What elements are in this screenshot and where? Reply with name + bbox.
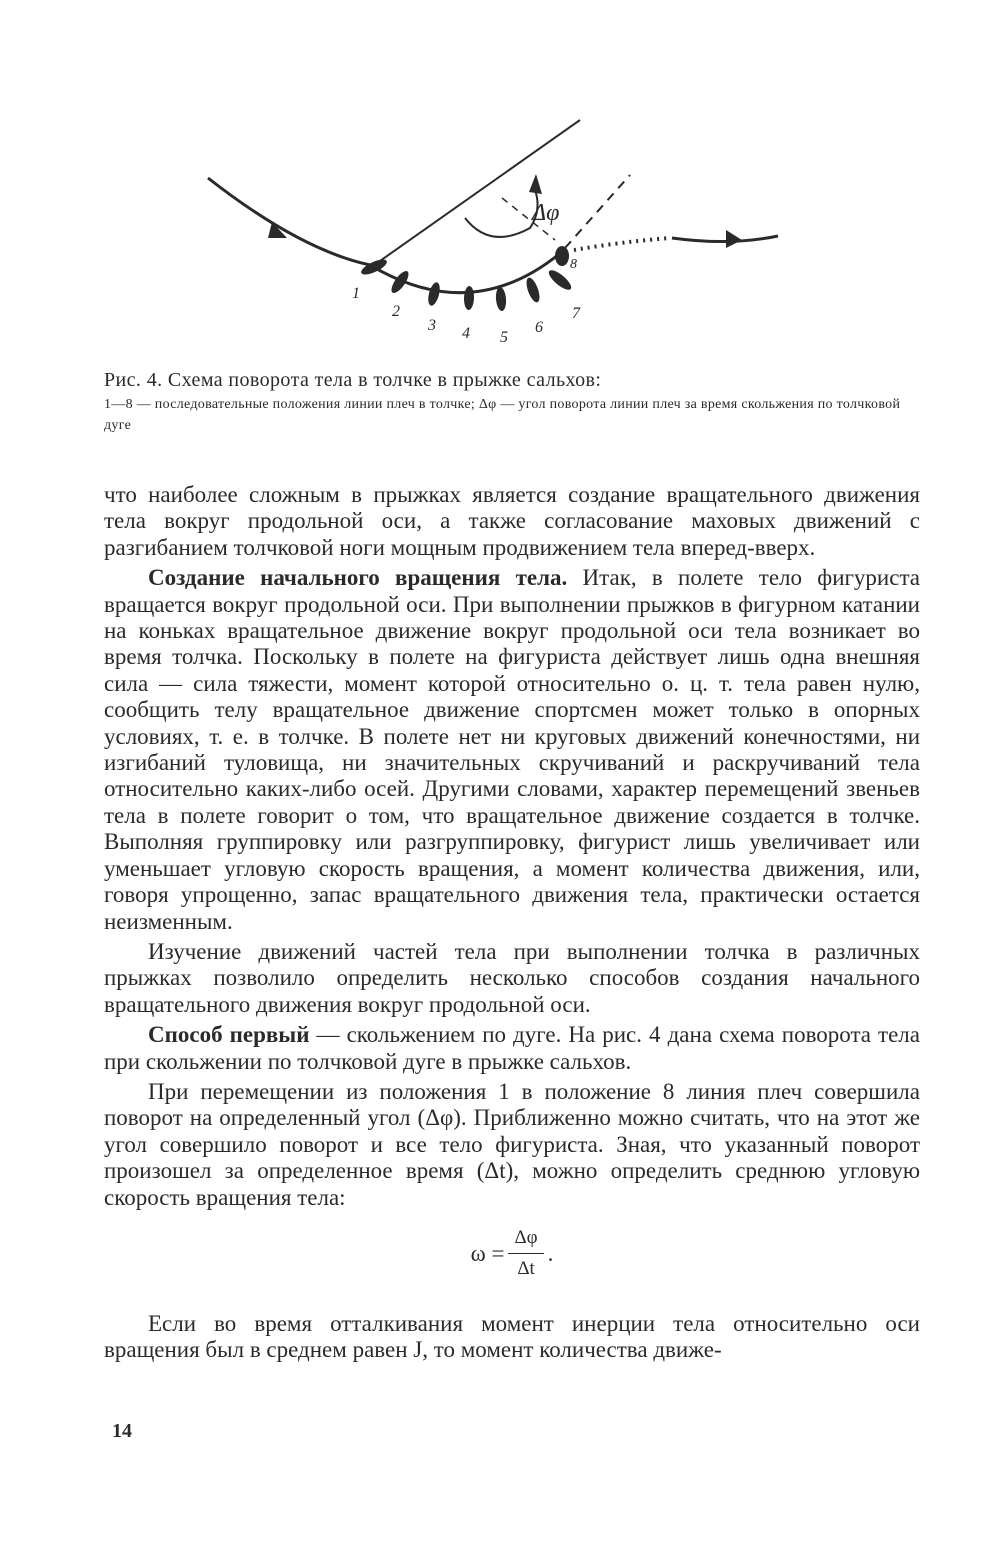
position-label-8: 8 [570,257,577,272]
shoulder-marker-4 [464,286,475,310]
shoulder-marker-5 [495,287,507,312]
shoulder-markers [359,246,574,311]
angle-arrowhead [529,174,542,194]
caption-title: Рис. 4. Схема поворота тела в толчке в прыжке сальхов: [104,369,602,391]
paragraph-first-method [104,1022,920,1075]
angle-label: Δφ [532,200,560,226]
position-label-3: 3 [428,317,436,334]
shoulder-marker-8 [555,246,569,266]
outgoing-trajectory [672,236,778,242]
paragraph-angular-velocity: При перемещении из положения 1 в положение 8 линия плеч совершила поворот на определенный угол (Δφ). Приближенно можно считать, что на этот же угол совершило поворот и все тело фигуриста. Зная, что указанный поворот произошел за определенное время (Δt), можно определить среднюю угловую скорость вращения тела: [104,1078,920,1210]
outgoing-arrow [726,230,742,248]
paragraph-first-method-text: — скольжением по дуге. На рис. 4 дана схема поворота тела при скольжении по толчковой дуге в прыжке сальхов. [104,1022,920,1074]
position-label-5: 5 [500,329,508,346]
flight-dotted-path [574,238,670,250]
shoulder-line-position-8 [565,175,630,248]
position-label-2: 2 [392,303,400,320]
formula-end: . [547,1240,554,1266]
formula-lhs: ω = [470,1240,505,1266]
page-number: 14 [112,1420,132,1442]
paragraph-methods: Изучение движений частей тела при выполнении толчка в различных прыжках позволило определить несколько способов создания начального вращательного движения вокруг продольной оси. [104,938,920,1017]
caption-legend: 1—8 — последовательные положения линии плеч в толчке; Δφ — угол поворота линии плеч за время скольжения по толчковой дуге [104,397,901,433]
section-heading-first-method: Способ первый [148,1022,310,1048]
rotation-diagram [190,110,810,360]
formula-fraction [508,1225,543,1283]
body-text [104,482,920,1368]
paragraph-continued: что наиболее сложным в прыжках является создание вращательного движения тела вокруг продольной оси, а также согласование маховых движений с разгибанием толчковой ноги мощным продвижением тела вперед-вверх. [104,482,920,560]
paragraph-initial-rotation-text: Итак, в полете тело фигуриста вращается вокруг продольной оси. При выполнении прыжков в фигурном катании на коньках вращательное движение вокруг продольной оси тела возникает во время толчка. Поскольку в полете на фигуриста действует лишь одна внешняя сила — сила тяжести, момент которой относительно о. ц. т. тела равен нулю, сообщить телу вращательное движение спортсмен может только в опорных условиях, т. е. в толчке. В полете нет ни круговых движений конечностями, ни изгибаний туловища, ни значительных скручиваний и раскручиваний тела относительно каких-либо осей. Другими словами, характер перемещений звеньев тела в полете говорит о том, что вращательное движение создается в толчке. Выполняя группировку или разгруппировку, фигурист лишь увеличивает или уменьшает угловую скорость вращения, а момент количества движения, или, говоря упрощенно, запас вращательного движения тела, практически остается неизменным. [104,565,920,934]
paragraph-moment-of-inertia: Если во время отталкивания момент инерции тела относительно оси вращения был в среднем равен J, то момент количества движе- [104,1310,920,1363]
angle-arc [465,190,538,237]
formula-angular-velocity [104,1225,920,1283]
section-heading-initial-rotation: Создание начального вращения тела. [148,565,568,591]
position-label-4: 4 [462,325,470,342]
formula-numerator: Δφ [508,1225,543,1254]
figure-caption [104,368,924,436]
shoulder-line-position-1 [370,120,580,268]
position-label-7: 7 [572,305,580,322]
rotation-diagram-svg [190,110,810,360]
paragraph-initial-rotation [104,565,920,935]
formula-denominator: Δt [517,1258,535,1280]
position-label-1: 1 [352,285,360,302]
shoulder-marker-3 [426,281,442,307]
incoming-trajectory [208,178,370,265]
shoulder-marker-6 [524,276,542,304]
position-label-6: 6 [535,319,543,336]
